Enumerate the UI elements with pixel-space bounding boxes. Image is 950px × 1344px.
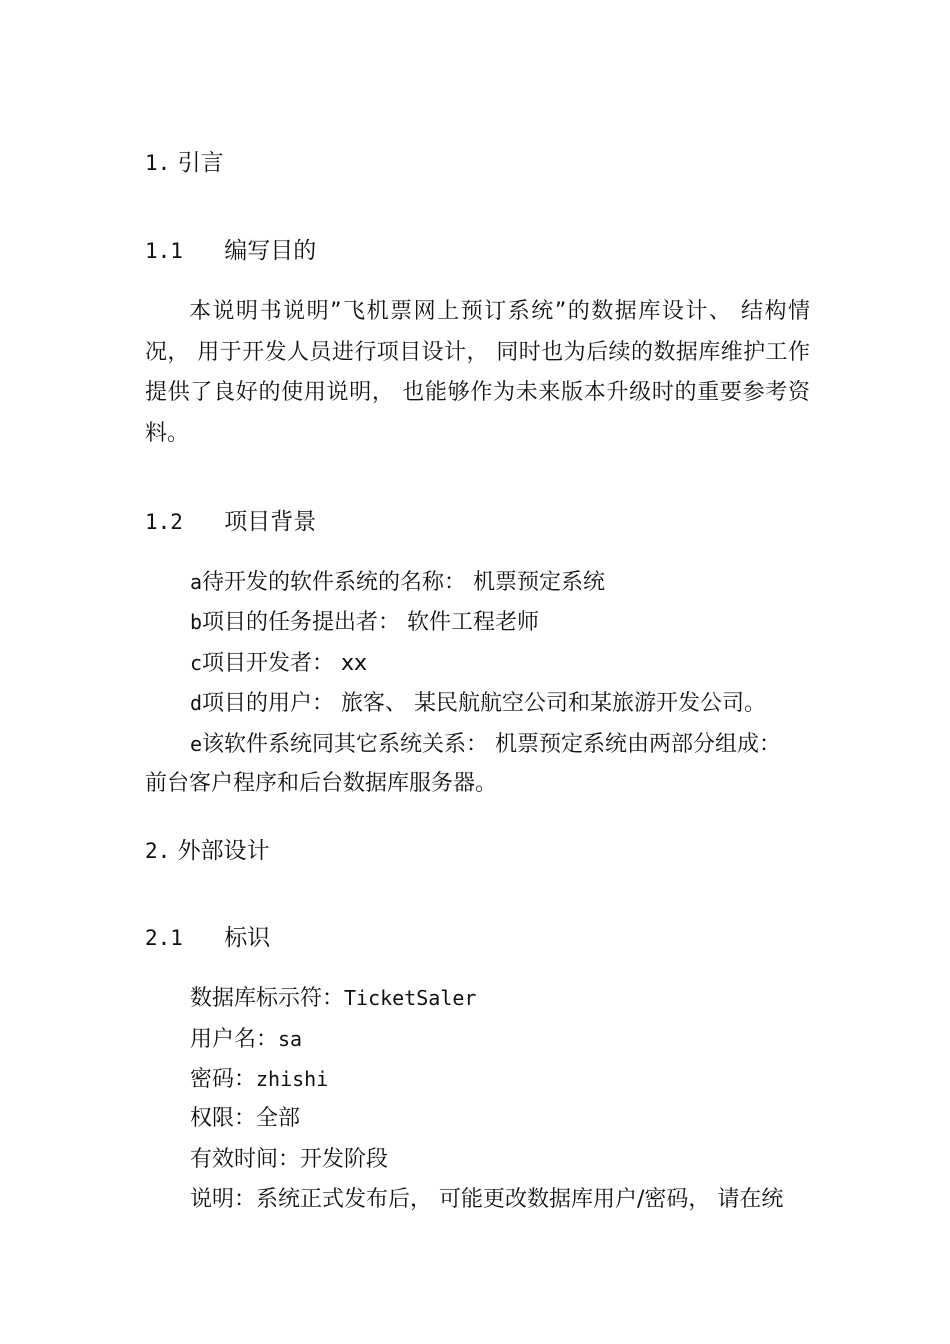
background-item-e [190,729,781,760]
heading-1-1 [145,236,316,266]
item-prefix: a [190,570,203,594]
heading-title: 标识 [224,925,271,951]
background-item-b [190,607,539,638]
item-text: 项目的用户： 旅客、 某民航航空公司和某旅游开发公司。 [202,691,767,716]
field-label: 说明： [190,1187,257,1212]
heading-number: 2. [145,839,171,863]
identity-valid-time [190,1145,388,1175]
identity-note [190,1185,783,1215]
item-text: 项目开发者： xx [202,651,368,676]
field-value: TicketSaler [344,986,477,1010]
heading-title: 引言 [177,150,224,176]
item-prefix: d [190,691,203,715]
field-label: 数据库标示符： [190,986,345,1011]
field-value: sa [278,1027,303,1051]
item-prefix: c [190,651,203,675]
identity-username [190,1024,302,1055]
heading-number: 1. [145,151,171,175]
item-prefix: b [190,610,203,634]
heading-number: 1.1 [145,239,183,263]
field-value: 开发阶段 [300,1147,389,1172]
item-text: 该软件系统同其它系统关系： 机票预定系统由两部分组成： [202,732,782,757]
background-item-e-continued: 前台客户程序和后台数据库服务器。 [145,771,498,796]
item-text: 待开发的软件系统的名称： 机票预定系统 [202,570,606,595]
identity-database-id [190,983,476,1014]
field-label: 有效时间： [190,1147,301,1172]
background-item-c [190,648,367,679]
heading-number: 1.2 [145,510,183,534]
background-item-a [190,567,605,598]
field-label: 权限： [190,1106,257,1131]
heading-2 [145,836,270,866]
field-value: 全部 [256,1106,301,1131]
heading-title: 外部设计 [177,838,270,864]
identity-password [190,1064,328,1095]
heading-title: 项目背景 [224,509,317,535]
field-label: 密码： [190,1067,257,1092]
item-text: 项目的任务提出者： 软件工程老师 [202,610,540,635]
heading-1-2 [145,507,316,537]
identity-permission [190,1104,300,1134]
heading-number: 2.1 [145,926,183,950]
background-item-d [190,688,766,719]
heading-1 [145,148,224,178]
field-value: zhishi [256,1067,329,1091]
field-label: 用户名： [190,1027,279,1052]
field-value: 系统正式发布后， 可能更改数据库用户/密码， 请在统 [256,1187,784,1212]
heading-2-1 [145,923,270,953]
purpose-paragraph: 本说明书说明”飞机票网上预订系统”的数据库设计、 结构情况， 用于开发人员进行项目设计， 同时也为后续的数据库维护工作提供了良好的使用说明， 也能够作为未来版本升级时的重要参考资料。 [145,299,810,446]
heading-title: 编写目的 [224,238,317,264]
item-prefix: e [190,732,203,756]
